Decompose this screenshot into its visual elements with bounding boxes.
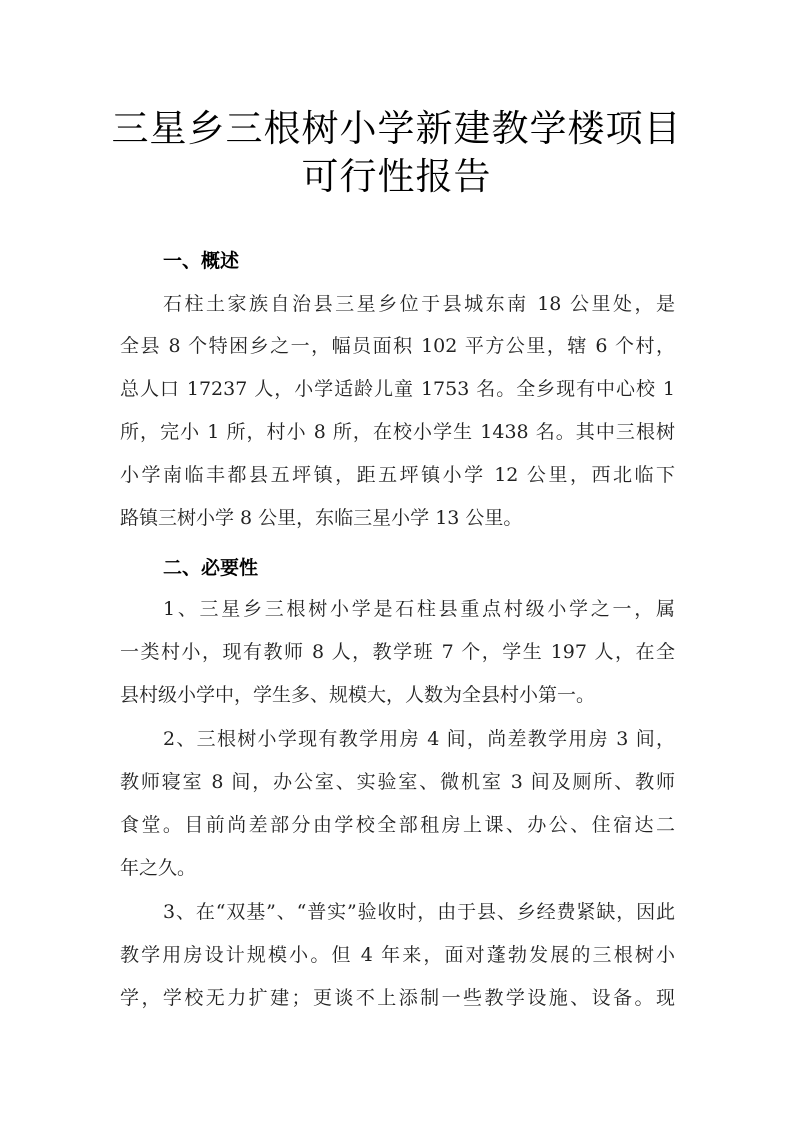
document-title-line-2: 可行性报告 bbox=[301, 155, 492, 198]
paragraph-line: 全县 8 个特困乡之一，幅员面积 102 平方公里，辖 6 个村， bbox=[120, 335, 675, 357]
section-heading-necessity: 二、必要性 bbox=[163, 557, 259, 579]
paragraph-line: 食堂。目前尚差部分由学校全部租房上课、办公、住宿达二 bbox=[120, 814, 675, 836]
paragraph-line: 学，学校无力扩建；更谈不上添制一些教学设施、设备。现 bbox=[120, 987, 675, 1009]
paragraph-line: 路镇三树小学 8 公里，东临三星小学 13 公里。 bbox=[120, 507, 523, 529]
paragraph-line: 1、三星乡三根树小学是石柱县重点村级小学之一，属 bbox=[163, 598, 675, 620]
paragraph-line: 2、三根树小学现有教学用房 4 间，尚差教学用房 3 间， bbox=[163, 728, 675, 750]
paragraph-line: 一类村小，现有教师 8 人，教学班 7 个，学生 197 人，在全 bbox=[120, 641, 675, 663]
paragraph-line: 小学南临丰都县五坪镇，距五坪镇小学 12 公里，西北临下 bbox=[120, 464, 675, 486]
paragraph-line: 教学用房设计规模小。但 4 年来，面对蓬勃发展的三根树小 bbox=[120, 944, 675, 966]
document-title-line-1: 三星乡三根树小学新建教学楼项目 bbox=[111, 107, 682, 150]
section-heading-overview: 一、概述 bbox=[163, 250, 240, 272]
paragraph-line: 3、在“双基”、“普实”验收时，由于县、乡经费紧缺，因此 bbox=[163, 901, 675, 923]
paragraph-line: 石柱土家族自治县三星乡位于县城东南 18 公里处，是 bbox=[163, 293, 675, 315]
paragraph-line: 县村级小学中，学生多、规模大，人数为全县村小第一。 bbox=[120, 684, 596, 706]
paragraph-line: 总人口 17237 人，小学适龄儿童 1753 名。全乡现有中心校 1 bbox=[120, 378, 675, 400]
paragraph-line: 年之久。 bbox=[120, 857, 197, 879]
paragraph-line: 所，完小 1 所，村小 8 所，在校小学生 1438 名。其中三根树 bbox=[120, 421, 675, 443]
paragraph-line: 教师寝室 8 间，办公室、实验室、微机室 3 间及厕所、教师 bbox=[120, 771, 675, 793]
